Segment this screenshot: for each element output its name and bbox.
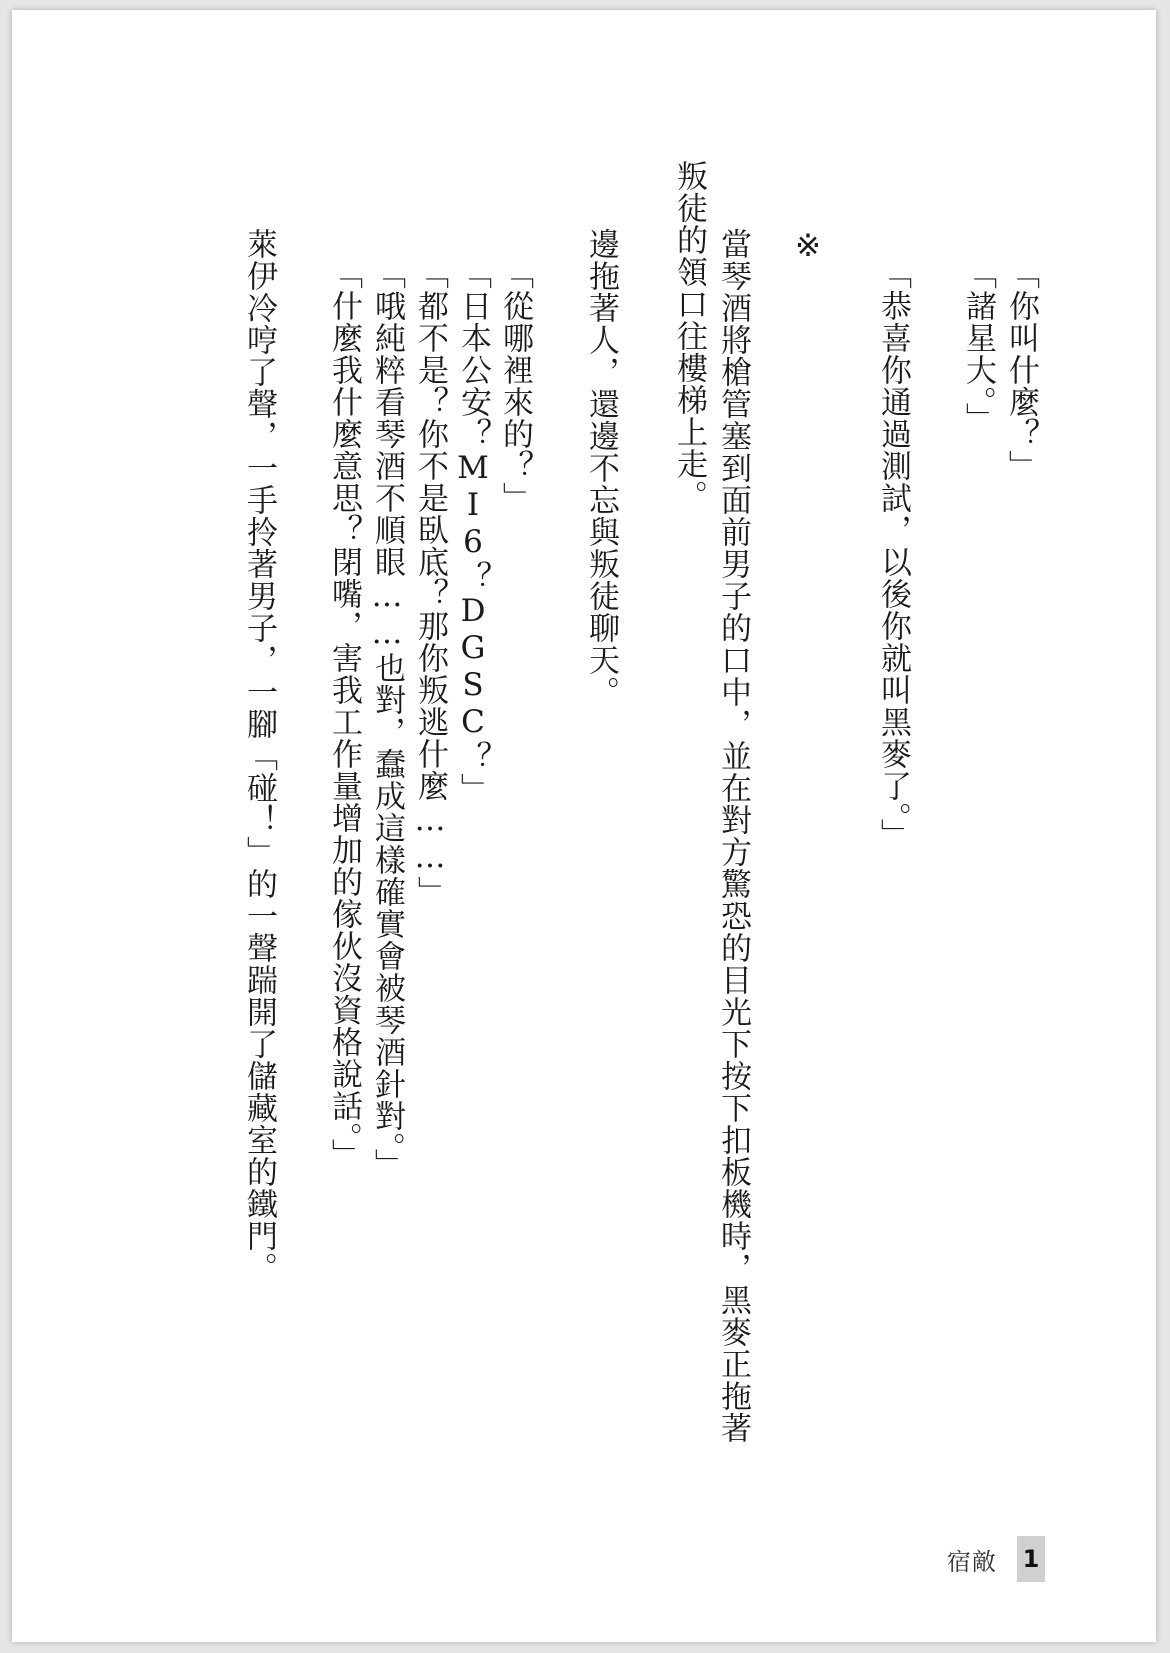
text-column-1: 「你叫什麼？」 <box>1003 258 1039 482</box>
page-number: 1 <box>1017 1536 1045 1582</box>
text-column-3: 「恭喜你通過測試，以後你就叫黑麥了。」 <box>875 258 911 851</box>
text-column-13: 萊伊冷哼了聲，一手拎著男子，一腳「碰！」的一聲踹開了儲藏室的鐵門。 <box>241 228 277 1284</box>
text-column-9: 「日本公安？MI6？DGSC？」 <box>455 258 491 805</box>
footer-title: 宿敵 <box>947 1548 997 1576</box>
text-column-2: 「諸星大。」 <box>960 258 996 435</box>
text-column-11: 「哦純粹看琴酒不順眼……也對，蠢成這樣確實會被琴酒針對。」 <box>369 258 405 1181</box>
text-column-12: 「什麼我什麼意思？閉嘴，害我工作量增加的傢伙沒資格說話。」 <box>326 258 362 1171</box>
section-break-mark: ※ <box>790 228 826 265</box>
text-column-5: 當琴酒將槍管塞到面前男子的口中，並在對方驚恐的目光下按下扣板機時，黑麥正拖著 <box>715 228 751 1444</box>
text-column-7: 邊拖著人，還邊不忘與叛徒聊天。 <box>583 228 619 708</box>
text-column-6: 叛徒的領口往樓梯上走。 <box>671 160 707 512</box>
text-column-10: 「都不是？你不是臥底？那你叛逃什麼……」 <box>412 258 448 908</box>
document-page <box>12 10 1156 1642</box>
text-column-8: 「從哪裡來的？」 <box>497 258 533 514</box>
